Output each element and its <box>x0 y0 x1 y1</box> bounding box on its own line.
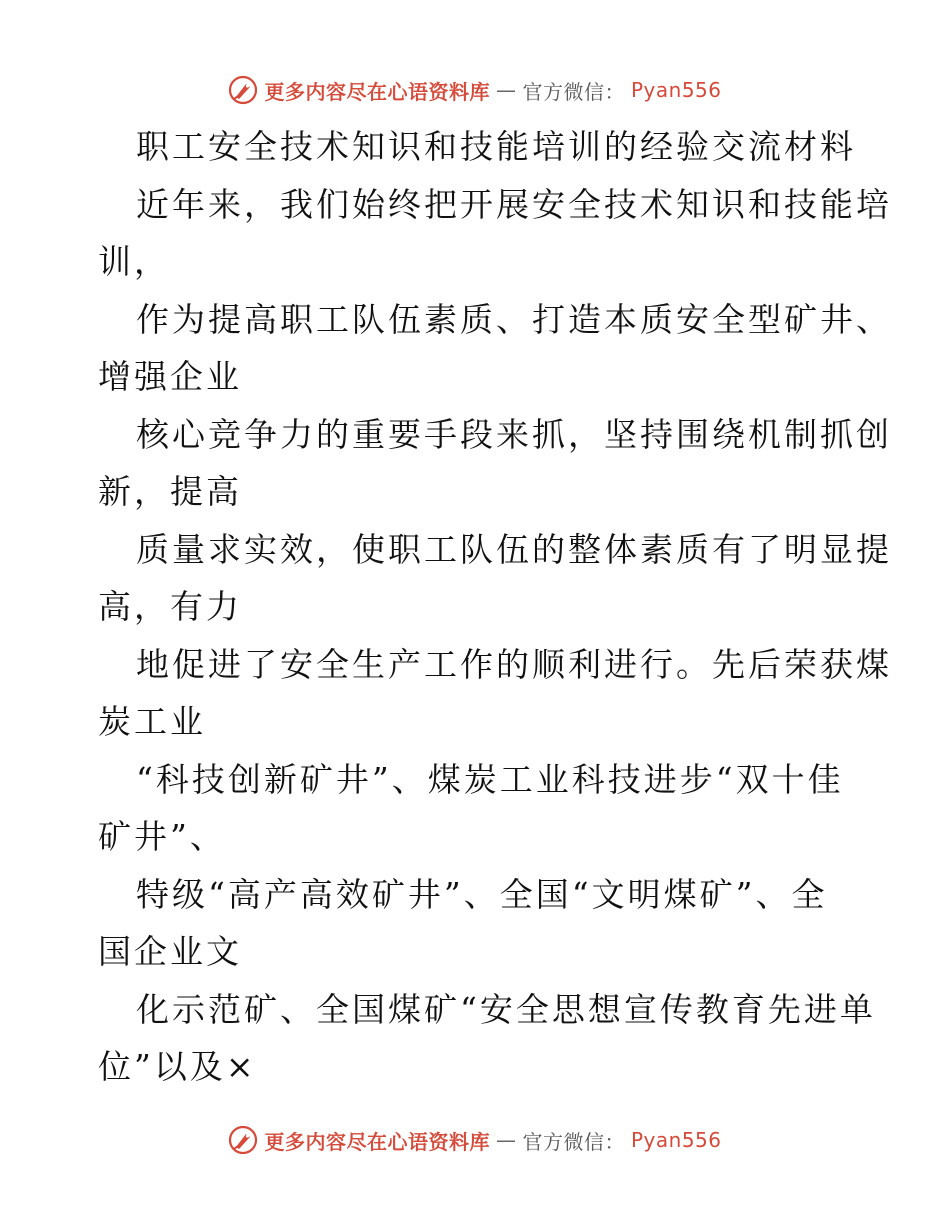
watermark-dash: — <box>495 78 517 102</box>
pen-nib-logo-icon <box>228 75 258 105</box>
watermark-account: Pyan556 <box>630 78 722 102</box>
paragraph-line: 增强企业 <box>98 357 242 396</box>
paragraph-line: 新，提高 <box>98 472 242 511</box>
paragraph-line: 作为提高职工队伍素质、打造本质安全型矿井、 <box>136 299 892 339</box>
watermark-label: 官方微信： <box>522 1129 625 1154</box>
document-title: 职工安全技术知识和技能培训的经验交流材料 <box>136 127 856 166</box>
paragraph-line: 高，有力 <box>98 587 242 626</box>
paragraph-line: 矿井”、 <box>98 817 226 856</box>
watermark-brand-text: 更多内容尽在心语资料库 <box>264 79 490 104</box>
watermark-dash: — <box>495 1128 517 1152</box>
paragraph-line: 地促进了安全生产工作的顺利进行。先后荣获煤 <box>136 644 892 684</box>
watermark-account: Pyan556 <box>630 1128 722 1152</box>
paragraph-line: 近年来，我们始终把开展安全技术知识和技能培 <box>136 184 892 224</box>
paragraph-line: 训， <box>98 242 170 281</box>
footer-watermark <box>0 1120 950 1160</box>
paragraph-line: 化示范矿、全国煤矿“安全思想宣传教育先进单 <box>136 989 876 1029</box>
watermark-brand-text: 更多内容尽在心语资料库 <box>264 1129 490 1154</box>
document-body <box>98 118 892 1096</box>
watermark-label: 官方微信： <box>522 79 625 104</box>
paragraph-line: 位”以及× <box>98 1047 257 1086</box>
paragraph-line: “科技创新矿井”、煤炭工业科技进步“双十佳 <box>136 759 844 799</box>
pen-nib-logo-icon <box>228 1125 258 1155</box>
paragraph-line: 质量求实效，使职工队伍的整体素质有了明显提 <box>136 529 892 569</box>
paragraph-line: 炭工业 <box>98 702 206 741</box>
header-watermark <box>0 70 950 110</box>
paragraph-line: 国企业文 <box>98 932 242 971</box>
paragraph-line: 特级“高产高效矿井”、全国“文明煤矿”、全 <box>136 874 828 914</box>
paragraph-line: 核心竞争力的重要手段来抓，坚持围绕机制抓创 <box>136 414 892 454</box>
